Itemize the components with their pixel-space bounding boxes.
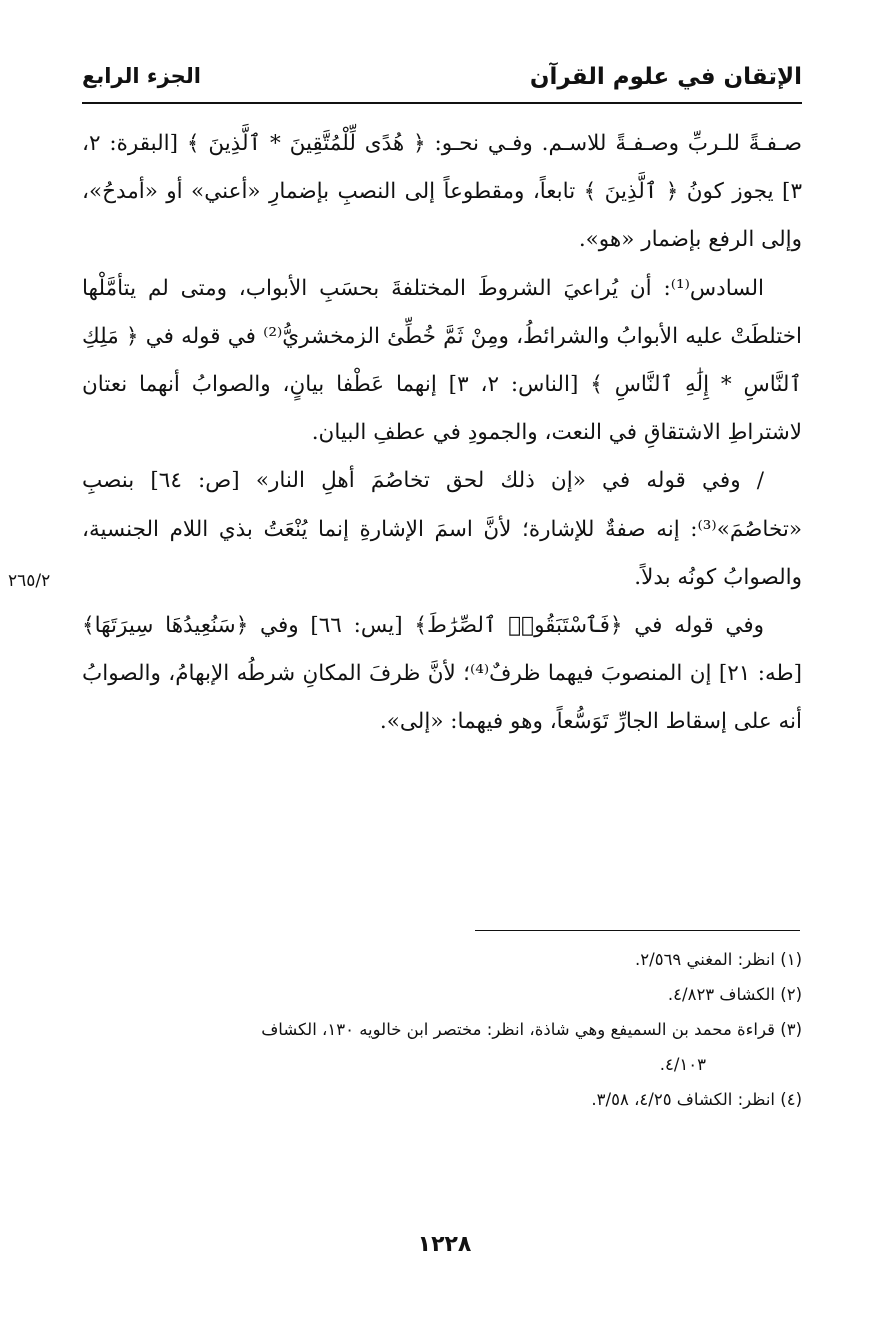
footnote-2: (٢) الكشاف ٤/٨٢٣.: [667, 985, 802, 1004]
paragraph-3-text: وفي قوله في «إن ذلك لحق تخاصُمَ أهلِ النار» [ص: ٦٤] بنصبِ «تخاصُمَ»⁽³⁾: إنه صفةٌ للإشارة؛ لأنَّ اسمَ الإشارةِ إنما يُنْعَتُ بذي اللام الجنسية، والصوابُ كونُه بدلاً.: [82, 468, 802, 590]
footnote-1: (١) انظر: المغني ٢/٥٦٩.: [635, 950, 802, 969]
header-rule: [82, 102, 802, 104]
paragraph-1: صـفـةً للـربِّ وصـفـةً للاسـم. وفـي نحـو: ﴿ هُدًى لِّلْمُتَّقِينَ * ٱلَّذِينَ ﴾ [البقرة: ٢، ٣] يجوز كونُ ﴿ ٱلَّذِينَ ﴾ تابعاً، ومقطوعاً إلى النصبِ بإضمارِ «أعني» أو «أمدحُ»، وإلى الرفع بإضمار «هو».: [82, 131, 802, 253]
page-number: ١٢٢٨: [417, 1232, 472, 1257]
footnote-3-continuation: ٤/١٠٣.: [659, 1055, 706, 1074]
paragraph-2: السادس⁽¹⁾: أن يُراعيَ الشروطَ المختلفةَ بحسَبِ الأبواب، ومتى لم يتأمَّلْها اختلطَتْ عليه الأبوابُ والشرائطُ، ومِنْ ثَمَّ خُطِّئ الزمخشريُّ⁽²⁾ في قوله في ﴿ مَلِكِ ٱلنَّاسِ * إِلَٰهِ ٱلنَّاسِ ﴾ [الناس: ٢، ٣] إنهما عَطْفا بيانٍ، والصوابُ أنهما نعتان لاشتراطِ الاشتقاقِ في النعت، والجمودِ في عطفِ البيان.: [82, 275, 802, 446]
footnote-4: (٤) انظر: الكشاف ٤/٢٥، ٣/٥٨.: [591, 1090, 802, 1109]
margin-page-reference: ٢٦٥/٢: [8, 571, 51, 591]
footnotes: [82, 942, 802, 1117]
footnote-rule: [475, 930, 800, 931]
paragraph-4: وفي قوله في ﴿فَٱسْتَبَقُوا۟ ٱلصِّرَٰطَ﴾ [يس: ٦٦] وفي ﴿سَنُعِيدُهَا سِيرَتَهَا﴾ [طه: ٢١] إن المنصوبَ فيهما ظرفٌ⁽⁴⁾؛ لأنَّ ظرفَ المكانِ شرطُه الإبهامُ، والصوابُ أنه على إسقاط الجارِّ تَوَسُّعاً، وهو فيهما: «إلى».: [82, 613, 803, 735]
part-title: الجزء الرابع: [82, 64, 201, 88]
book-title: الإتقان في علوم القرآن: [529, 64, 802, 90]
main-text: [82, 120, 802, 747]
page-break-mark: /: [756, 468, 764, 494]
running-header: [82, 58, 802, 100]
paragraph-3: [82, 457, 802, 602]
footnote-3: (٣) قراءة محمد بن السميفع وهي شاذة، انظر: مختصر ابن خالويه ١٣٠، الكشاف: [261, 1020, 802, 1039]
